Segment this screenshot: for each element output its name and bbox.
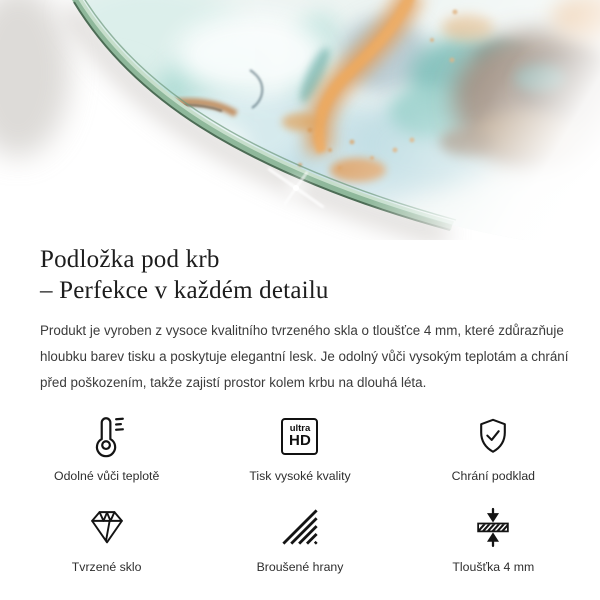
content-section: [0, 244, 600, 396]
shield-check-icon: [472, 412, 514, 460]
feature-label: Tloušťka 4 mm: [452, 560, 535, 574]
diamond-icon: [86, 503, 128, 551]
page-title-line1: Podložka pod krb: [40, 246, 220, 273]
feature-label: Chrání podklad: [451, 469, 536, 483]
ultra-hd-icon-text-bottom: HD: [288, 432, 312, 449]
feature-label: Tvrzené sklo: [71, 560, 142, 574]
feature-tempered-glass: [10, 503, 203, 574]
page-title: [40, 244, 560, 306]
feature-heat-resistant: [10, 412, 203, 483]
feature-print-quality: [203, 412, 396, 483]
feature-polished-edges: [203, 503, 396, 574]
thermometer-icon: [84, 412, 130, 460]
feature-label: Odolné vůči teplotě: [54, 469, 160, 483]
hero-section: [0, 0, 600, 240]
feature-label: Broušené hrany: [256, 560, 344, 574]
product-photo-round-glass-pad: [0, 0, 600, 240]
ultra-hd-icon-text-top: ultra: [289, 423, 311, 434]
feature-thickness: [397, 503, 590, 574]
thickness-4mm-icon: [472, 503, 514, 551]
ultra-hd-icon: [281, 412, 318, 460]
product-description: Produkt je vyroben z vysoce kvalitního tvrzeného skla o tloušťce 4 mm, které zdůrazňuje hloubku barev tisku a poskytuje elegantní lesk. Je odolný vůči vysokým teplotám a chrání před poškozením, takže zajistí prostor kolem krbu na dlouhá léta.: [40, 323, 569, 390]
page-title-line2: – Perfekce v každém detailu: [40, 277, 329, 304]
beveled-edges-icon: [279, 503, 321, 551]
features-grid: [10, 412, 590, 574]
feature-protects-floor: [397, 412, 590, 483]
feature-label: Tisk vysoké kvality: [249, 469, 351, 483]
